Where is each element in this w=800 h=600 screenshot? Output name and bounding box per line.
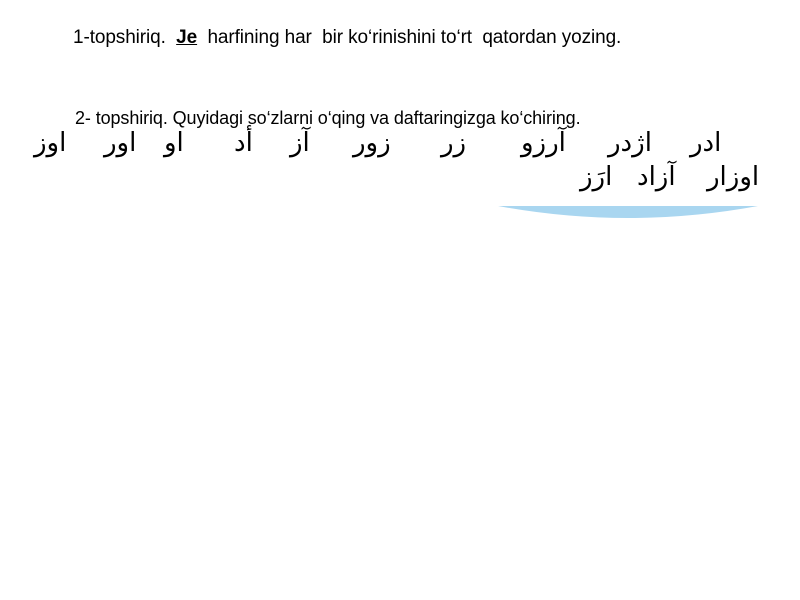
task-1-instruction xyxy=(73,27,621,49)
arabic-word: اوز xyxy=(34,128,67,158)
task-2-instruction: 2- topshiriq. Quyidagi so‘zlarni o‘qing va daftaringizga ko‘chiring. xyxy=(75,108,581,128)
arabic-word: آزاد xyxy=(637,162,676,192)
decorative-blue-arc xyxy=(498,204,758,224)
arabic-word: زور xyxy=(353,128,391,158)
arabic-word: او xyxy=(164,128,184,158)
arabic-word: اژدر xyxy=(608,128,652,158)
arabic-word: آز xyxy=(290,128,310,158)
arabic-word: ادر xyxy=(690,128,722,158)
arabic-words-line-2 xyxy=(0,162,800,202)
arabic-word: اور xyxy=(104,128,137,158)
arabic-word: اوزار xyxy=(707,162,760,192)
task-1-letter: Je xyxy=(176,27,198,48)
task-1-prefix: 1-topshiriq. xyxy=(73,27,177,48)
task-1-suffix: harfining har bir ko‘rinishini to‘rt qatordan yozing. xyxy=(197,27,622,48)
arabic-word: زر xyxy=(441,128,467,158)
arabic-word: آرزو xyxy=(521,128,566,158)
arabic-word: أد xyxy=(234,128,253,158)
arabic-word: ارَز xyxy=(580,162,613,192)
